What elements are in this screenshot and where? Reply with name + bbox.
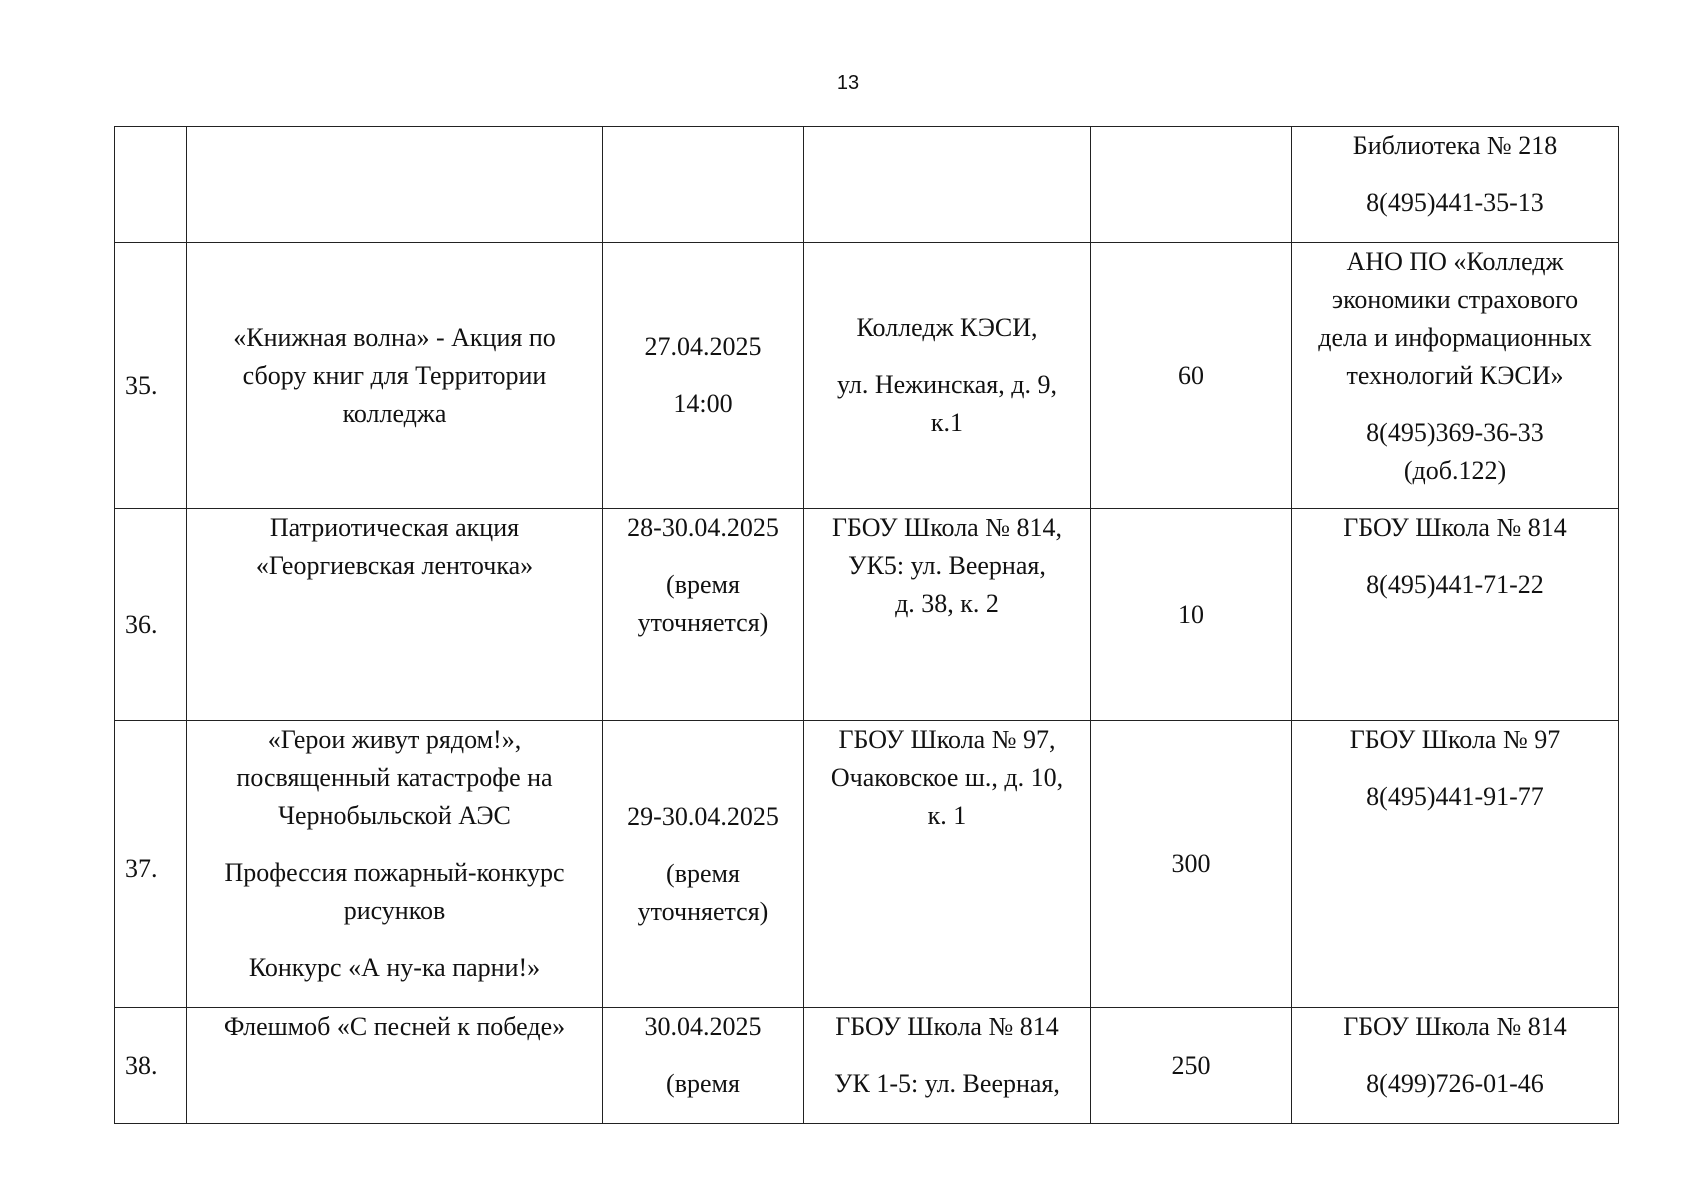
date-line: 27.04.2025	[644, 332, 762, 361]
date-cell	[603, 243, 804, 509]
place-line: ул. Нежинская, д. 9,	[837, 370, 1057, 399]
phone-line: 8(495)441-71-22	[1366, 570, 1544, 599]
place-line: ГБОУ Школа № 97,	[838, 725, 1056, 754]
organizer-line: ГБОУ Школа № 814	[1343, 513, 1567, 542]
organizer-cell	[1292, 509, 1619, 721]
time-line: (время	[666, 1069, 740, 1098]
row-number: 36.	[115, 509, 187, 721]
time-line: уточняется)	[637, 608, 769, 637]
place-line: д. 38, к. 2	[895, 589, 999, 618]
date-line: 28-30.04.2025	[627, 513, 779, 542]
organizer-cell	[1292, 243, 1619, 509]
place-cell	[804, 721, 1091, 1008]
event-line: колледжа	[342, 398, 447, 428]
event-cell	[187, 127, 603, 243]
place-line: Колледж КЭСИ,	[856, 313, 1038, 342]
participants-cell	[1091, 127, 1292, 243]
place-cell	[804, 243, 1091, 509]
organizer-line: технологий КЭСИ»	[1346, 361, 1564, 390]
date-line: 30.04.2025	[644, 1012, 762, 1041]
event-line: «Герои живут рядом!»,	[267, 725, 522, 754]
place-line: ГБОУ Школа № 814,	[831, 513, 1063, 542]
phone-line: 8(495)441-91-77	[1366, 782, 1544, 811]
place-cell	[804, 1008, 1091, 1124]
row-number: 35.	[115, 243, 187, 509]
event-line: рисунков	[343, 896, 446, 925]
phone-line: (доб.122)	[1403, 456, 1507, 485]
place-line: ГБОУ Школа № 814	[835, 1012, 1059, 1041]
events-table	[114, 126, 1619, 1124]
phone-line: 8(499)726-01-46	[1366, 1069, 1544, 1098]
organizer-cell	[1292, 1008, 1619, 1124]
participants-cell: 60	[1091, 243, 1292, 509]
organizer-line: Библиотека № 218	[1352, 131, 1558, 160]
place-line: УК5: ул. Веерная,	[848, 551, 1046, 580]
event-cell	[187, 509, 603, 721]
place-cell	[804, 509, 1091, 721]
time-line: (время	[666, 570, 740, 599]
event-line: Патриотическая акция	[269, 513, 520, 542]
place-line: Очаковское ш., д. 10,	[830, 763, 1064, 792]
participants-cell: 300	[1091, 721, 1292, 1008]
event-line: посвященный катастрофе на	[236, 763, 553, 792]
organizer-line: экономики страхового	[1331, 285, 1579, 314]
event-line: Профессия пожарный-конкурс	[224, 858, 565, 887]
place-line: к.1	[930, 408, 964, 437]
date-cell	[603, 127, 804, 243]
event-cell	[187, 721, 603, 1008]
event-line: Флешмоб «С песней к победе»	[223, 1012, 566, 1041]
phone-line: 8(495)369-36-33	[1366, 418, 1544, 447]
participants-cell: 10	[1091, 509, 1292, 721]
place-line: к. 1	[927, 801, 967, 830]
event-line: Чернобыльской АЭС	[278, 801, 511, 830]
phone-line: 8(495)441-35-13	[1366, 188, 1544, 217]
event-line: «Георгиевская ленточка»	[255, 551, 534, 580]
organizer-cell	[1292, 127, 1619, 243]
participants-cell: 250	[1091, 1008, 1292, 1124]
page-number: 13	[836, 72, 860, 94]
date-cell	[603, 721, 804, 1008]
event-cell	[187, 243, 603, 509]
row-number: 38.	[115, 1008, 187, 1124]
event-cell	[187, 1008, 603, 1124]
date-line: 29-30.04.2025	[627, 801, 779, 831]
table-row	[115, 509, 1619, 721]
event-line: «Книжная волна» - Акция по	[233, 322, 556, 352]
place-line: УК 1-5: ул. Веерная,	[834, 1069, 1060, 1098]
organizer-line: дела и информационных	[1318, 323, 1592, 352]
time-line: 14:00	[673, 389, 733, 418]
organizer-line: ГБОУ Школа № 97	[1349, 725, 1561, 754]
date-cell	[603, 1008, 804, 1124]
organizer-line: ГБОУ Школа № 814	[1343, 1012, 1567, 1041]
row-number: 37.	[115, 721, 187, 1008]
place-cell	[804, 127, 1091, 243]
table-row	[115, 721, 1619, 1008]
date-cell	[603, 509, 804, 721]
table-row	[115, 243, 1619, 509]
row-number	[115, 127, 187, 243]
time-line: (время	[666, 858, 740, 888]
organizer-cell	[1292, 721, 1619, 1008]
organizer-line: АНО ПО «Колледж	[1346, 247, 1564, 276]
event-line: Конкурс «А ну-ка парни!»	[248, 953, 541, 982]
table-row	[115, 1008, 1619, 1124]
event-line: сбору книг для Территории	[242, 360, 547, 390]
table-row	[115, 127, 1619, 243]
time-line: уточняется)	[637, 896, 769, 926]
